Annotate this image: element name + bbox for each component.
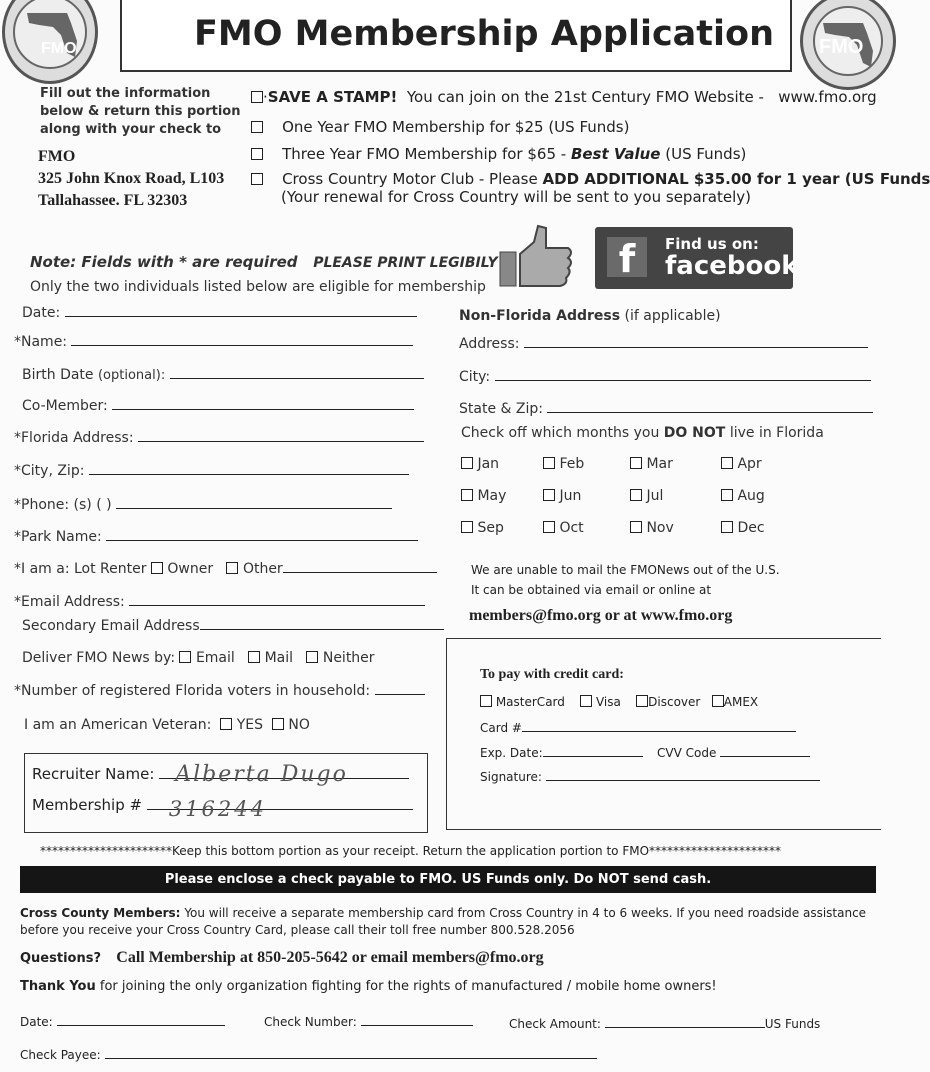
name-field[interactable] (14, 334, 413, 350)
florida-map-icon (5, 0, 95, 81)
eligible-note: Only the two individuals listed below are eligible for membership (30, 279, 486, 295)
members-email-text: members@fmo.org or at www.fmo.org (469, 607, 733, 624)
deliver-email-checkbox[interactable] (179, 651, 191, 663)
cross-text: You will receive a separate membership card from Cross Country in 4 to 6 weeks. If you need roadside assistance (184, 906, 867, 920)
card-number-field[interactable] (480, 721, 796, 735)
nonfl-city-field[interactable] (459, 369, 871, 385)
months-instruction (461, 425, 824, 441)
fmo-seal-logo-left (2, 0, 98, 84)
lot-renter-checkbox[interactable] (151, 562, 163, 574)
months-text-a: Check off which months you (461, 425, 660, 441)
visa-checkbox[interactable] (580, 695, 592, 707)
secondary-email-field[interactable] (22, 618, 444, 634)
option-stamp[interactable]: ·SAVE A STAMP! You can join on the 21st Century FMO Website - www.fmo.org (251, 88, 877, 106)
month-checkbox[interactable] (543, 457, 555, 469)
cvv-label: CVV Code (657, 746, 717, 760)
month-checkbox[interactable] (461, 489, 473, 501)
co-member-field[interactable] (22, 398, 414, 414)
deliver-mail-checkbox[interactable] (248, 651, 260, 663)
cross-country-renewal: (Your renewal for Cross Country will be sent to you separately) (281, 188, 752, 206)
veteran-yes-label: YES (236, 717, 264, 733)
cross-country-additional: ADD ADDITIONAL $35.00 for 1 year (US Funds (542, 170, 930, 188)
month-label: May (477, 488, 507, 504)
secondary-email-label: Secondary Email Address (22, 618, 200, 634)
check-amount-field[interactable] (509, 1017, 820, 1031)
call-text: Call Membership at 850-205-5642 or email members@fmo.org (116, 949, 544, 966)
month-feb[interactable] (543, 456, 584, 472)
obtain-text: It can be obtained via email or online at (471, 583, 712, 597)
applicable-label: (if applicable) (624, 308, 721, 324)
month-label: Nov (646, 520, 674, 536)
park-label: *Park Name: (14, 529, 102, 545)
nonfl-state-zip-label: State & Zip: (459, 401, 543, 417)
cross-bold: Cross County Members: (20, 906, 181, 920)
membership-label: Membership # (32, 796, 143, 814)
deliver-neither-checkbox[interactable] (306, 651, 318, 663)
facebook-f-icon: f (607, 237, 647, 277)
logo-text: FMO (819, 36, 864, 58)
month-checkbox[interactable] (721, 457, 733, 469)
unable-text: We are unable to mail the FMONews out of the U.S. (471, 563, 780, 577)
month-jul[interactable] (630, 488, 663, 504)
questions-label: Questions? (20, 951, 101, 966)
month-label: Apr (737, 456, 762, 472)
month-label: Aug (737, 488, 765, 504)
month-checkbox[interactable] (461, 457, 473, 469)
city-zip-field[interactable] (14, 463, 409, 479)
phone-field[interactable] (14, 497, 392, 513)
discover-label: Discover (648, 695, 701, 709)
option-three-year[interactable] (251, 145, 746, 163)
exp-date-field[interactable] (480, 746, 643, 760)
month-nov[interactable] (630, 520, 674, 536)
email-label: *Email Address: (14, 594, 125, 610)
address-line: FMO (38, 148, 76, 165)
thank-text: for joining the only organization fighting for the rights of manufactured / mobile home owners! (99, 979, 717, 994)
logo-text: FMO (41, 40, 77, 57)
voters-field[interactable] (14, 683, 425, 699)
phone-label: *Phone: (s) ( ) (14, 497, 112, 513)
florida-map-icon (803, 0, 893, 87)
deliver-mail-label: Mail (264, 650, 294, 666)
one-year-label: One Year FMO Membership for $25 (US Funds) (282, 118, 630, 136)
questions-line (20, 947, 544, 967)
cross-country-checkbox[interactable] (251, 173, 263, 185)
i-am-field[interactable] (14, 561, 437, 577)
nonfl-address-field[interactable] (459, 336, 868, 352)
veteran-label: I am an American Veteran: (24, 717, 212, 733)
stamp-bold: SAVE A STAMP! (267, 88, 398, 106)
facebook-badge[interactable] (595, 227, 799, 289)
address-line: Tallahassee. FL 32303 (38, 192, 188, 209)
florida-address-field[interactable] (14, 430, 424, 446)
membership-number-field[interactable] (32, 796, 413, 821)
address-line: 325 John Knox Road, L103 (38, 170, 225, 187)
date-field[interactable] (22, 305, 417, 321)
month-label: Sep (477, 520, 504, 536)
three-year-checkbox[interactable] (251, 148, 263, 160)
month-checkbox[interactable] (543, 521, 555, 533)
month-checkbox[interactable] (721, 521, 733, 533)
fmo-seal-logo-right (800, 0, 896, 90)
check-payee-field[interactable] (20, 1048, 597, 1062)
mastercard-label: MasterCard (495, 695, 565, 709)
birth-label: Birth Date (22, 367, 94, 383)
month-may[interactable] (461, 488, 506, 504)
amex-checkbox[interactable] (712, 695, 724, 707)
comember-label: Co-Member: (22, 398, 108, 414)
lot-renter-label: *I am a: Lot Renter (14, 561, 147, 577)
card-types[interactable] (480, 695, 758, 709)
month-label: Jul (646, 488, 664, 504)
month-aug[interactable] (721, 488, 765, 504)
owner-label: Owner (167, 561, 214, 577)
nonfl-city-label: City: (459, 369, 491, 385)
one-year-checkbox[interactable] (251, 121, 263, 133)
month-dec[interactable] (721, 520, 765, 536)
option-one-year[interactable] (251, 118, 629, 136)
keep-receipt-text: **********************Keep this bottom portion as your receipt. Return the application portion to FMO********************** (40, 844, 782, 858)
nonfl-address-label: Address: (459, 336, 520, 352)
month-oct[interactable] (543, 520, 584, 536)
thank-bold: Thank You (20, 979, 96, 994)
best-value: Best Value (570, 145, 661, 163)
nonfl-state-zip-field[interactable] (459, 401, 873, 417)
deliver-neither-label: Neither (322, 650, 375, 666)
thumbs-up-icon (498, 222, 576, 292)
receipt-date-label: Date: (20, 1015, 53, 1029)
mastercard-checkbox[interactable] (480, 695, 492, 707)
deliver-news-field[interactable] (22, 650, 375, 666)
required-note: Note: Fields with * are required (30, 253, 298, 271)
optional-label: (optional): (97, 368, 166, 383)
visa-label: Visa (595, 695, 621, 709)
banner-text: Please enclose a check payable to FMO. US Funds only. Do NOT send cash. (164, 872, 712, 887)
note (30, 253, 498, 271)
instructions (40, 85, 241, 139)
month-checkbox[interactable] (543, 489, 555, 501)
signature-label: Signature: (480, 770, 542, 784)
park-name-field[interactable] (14, 529, 418, 545)
signature-field[interactable] (480, 770, 820, 784)
check-amount-label: Check Amount: (509, 1017, 601, 1031)
veteran-no-label: NO (288, 717, 310, 733)
cross-text-2: before you receive your Cross Country Card, please call their toll free number 800.528.2056 (20, 923, 575, 937)
month-label: Feb (559, 456, 585, 472)
other-checkbox[interactable] (226, 562, 238, 574)
mailing-address (38, 146, 224, 212)
veteran-field[interactable] (24, 717, 310, 733)
month-label: Dec (737, 520, 765, 536)
check-number-label: Check Number: (264, 1015, 357, 1029)
membership-value: 316244 (168, 797, 267, 821)
recruiter-name-value: Alberta Dugo (175, 762, 348, 787)
stamp-checkbox[interactable] (251, 91, 263, 103)
instruction-line: below & return this portion (40, 104, 241, 119)
month-checkbox[interactable] (630, 489, 642, 501)
card-number-label: Card # (480, 721, 522, 735)
month-checkbox[interactable] (461, 521, 473, 533)
thank-you-line (20, 979, 717, 994)
month-checkbox[interactable] (630, 457, 642, 469)
date-label: Date: (22, 305, 61, 321)
instruction-line: Fill out the information (40, 86, 211, 101)
recruiter-name-field[interactable] (32, 762, 409, 787)
month-checkbox[interactable] (721, 489, 733, 501)
us-funds-label: US Funds (764, 1017, 821, 1031)
other-label: Other (242, 561, 283, 577)
credit-heading: To pay with credit card: (480, 667, 624, 682)
check-payee-label: Check Payee: (20, 1048, 101, 1062)
month-mar[interactable] (630, 456, 673, 472)
veteran-yes-checkbox[interactable] (220, 718, 232, 730)
cross-county-note (20, 905, 866, 939)
print-note: PLEASE PRINT LEGIBILY (313, 255, 498, 271)
month-sep[interactable] (461, 520, 504, 536)
fl-address-label: *Florida Address: (14, 430, 134, 446)
month-jun[interactable] (543, 488, 581, 504)
cross-country-label: Cross Country Motor Club - Please (282, 170, 538, 188)
deliver-email-label: Email (195, 650, 235, 666)
cvv-field[interactable] (657, 746, 810, 760)
facebook-text: facebook (665, 251, 799, 281)
month-label: Oct (559, 520, 584, 536)
recruiter-name-label: Recruiter Name: (32, 765, 155, 783)
month-apr[interactable] (721, 456, 762, 472)
veteran-no-checkbox[interactable] (272, 718, 284, 730)
month-label: Jun (559, 488, 582, 504)
birth-date-field[interactable] (22, 367, 424, 383)
find-us-text: Find us on: (665, 235, 759, 253)
city-zip-label: *City, Zip: (14, 463, 85, 479)
months-text-b: DO NOT (663, 425, 726, 441)
month-label: Mar (646, 456, 673, 472)
months-text-c: live in Florida (729, 425, 824, 441)
month-checkbox[interactable] (630, 521, 642, 533)
non-florida-heading (459, 308, 721, 324)
nonfl-label: Non-Florida Address (459, 308, 621, 324)
option-cross-country[interactable] (251, 170, 930, 188)
discover-checkbox[interactable] (636, 695, 648, 707)
receipt-date-field[interactable] (20, 1015, 225, 1029)
month-label: Jan (477, 456, 500, 472)
exp-date-label: Exp. Date: (480, 746, 543, 760)
instruction-line: along with your check to (40, 122, 222, 137)
three-year-label: Three Year FMO Membership for $65 - (282, 145, 567, 163)
three-year-funds: (US Funds) (665, 145, 747, 163)
check-number-field[interactable] (264, 1015, 473, 1029)
page-title: FMO Membership Application (194, 14, 774, 54)
stamp-text: You can join on the 21st Century FMO Website - (406, 88, 764, 106)
deliver-label: Deliver FMO News by: (22, 650, 176, 666)
email-field[interactable] (14, 594, 425, 610)
month-jan[interactable] (461, 456, 499, 472)
amex-label: AMEX (723, 695, 759, 709)
website-link[interactable]: www.fmo.org (778, 88, 877, 106)
name-label: *Name: (14, 334, 68, 350)
voters-label: *Number of registered Florida voters in household: (14, 683, 371, 699)
